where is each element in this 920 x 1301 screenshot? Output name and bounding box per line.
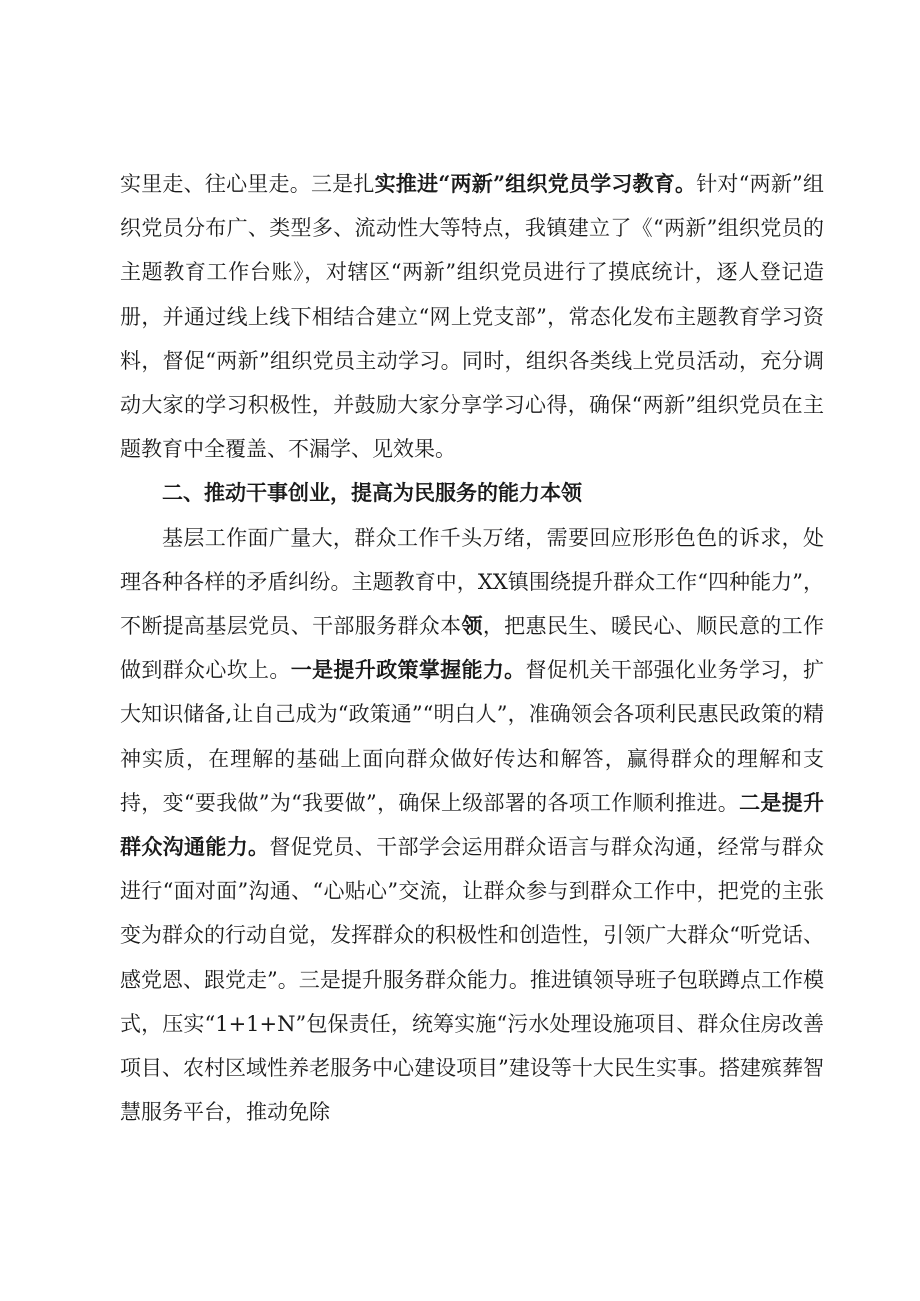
bold-phrase: 一是提升政策掌握能力。 [290,657,526,683]
paragraph-two-new-organizations [120,162,824,471]
paragraph-text: 督促党员、干部学会运用群众语言与群众沟通，经常与群众进行“面对面”沟通、“心贴心”交流，让群众参与到群众工作中，把党的主张变为群众的行动自觉，发挥群众的积极性和创造性，引领广大群众“听党话、感党恩、跟党走”。三是提升服务群众能力。推进镇领导班子包联蹲点工作模式，压实“1+1+N”包保责任，统筹实施“污水处理设施项目、群众住房改善项目、农村区域性养老服务中心建设项目”建设等十大民生实事。搭建殡葬智慧服务平台，推动免除 [120,835,824,1125]
paragraph-service-ability [120,516,824,1135]
bold-phrase: 实推进“两新”组织党员学习教育。 [374,171,697,196]
section-heading: 二、推动干事创业，提高为民服务的能力本领 [162,480,582,506]
paragraph-text: 实里走、往心里走。三是扎 [120,172,375,196]
bold-phrase: 二是提升群众沟通能力。 [120,789,824,860]
paragraph-text: 基层工作面广量大，群众工作千头万绪，需要回应形形色色的诉求，处理各种各样的矛盾纠纷。主题教育中，XX镇围绕提升群众工作“四种能力”，不断提高基层党员、干部服务群众本 [120,525,824,639]
paragraph-text: ，把惠民生、暖民心、顺民意的工作做到群众心坎上。 [120,614,824,683]
bold-phrase: 领 [461,613,483,639]
paragraph-text: 针对“两新”组织党员分布广、类型多、流动性大等特点，我镇建立了《“两新”组织党员的主题教育工作台账》，对辖区“两新”组织党员进行了摸底统计，逐人登记造册，并通过线上线下相结合建立“网上党支部”，常态化发布主题教育学习资料，督促“两新”组织党员主动学习。同时，组织各类线上党员活动，充分调动大家的学习积极性，并鼓励大家分享学习心得，确保“两新”组织党员在主题教育中全覆盖、不漏学、见效果。 [120,172,824,462]
paragraph-text: 督促机关干部强化业务学习，扩大知识储备,让自己成为“政策通”“明白人”，准确领会各项利民惠民政策的精神实质，在理解的基础上面向群众做好传达和解答，赢得群众的理解和支持，变“要我做”为“我要做”，确保上级部署的各项工作顺利推进。 [120,658,824,815]
document-body [120,162,824,1134]
